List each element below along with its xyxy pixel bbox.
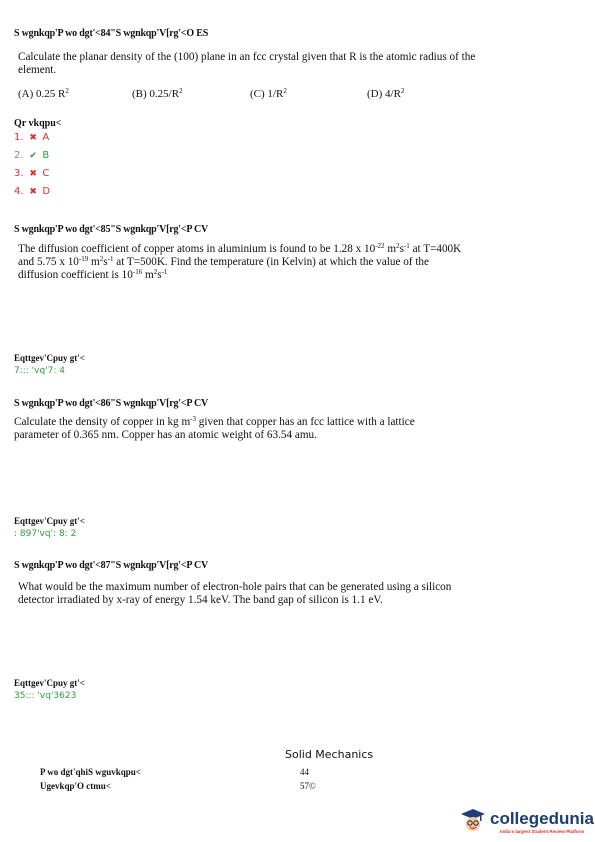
option-letter: C xyxy=(42,168,50,179)
correct-answer-value: 7::: 'vq'7: 4 xyxy=(14,366,66,376)
question-86-text xyxy=(14,416,514,442)
option-letter: D xyxy=(42,186,51,197)
option-b: (B) $0.25/R^2$ xyxy=(132,87,183,100)
red-x-icon: ✖ xyxy=(29,133,37,143)
question-85-line-2: and 5.75 x $10^{-19}$ $m^2s^{-1}$ at T=500K. Find the temperature (in Kelvin) at which the value of the xyxy=(18,255,429,268)
option-row-1 xyxy=(14,132,49,143)
option-a: (A) 0.25 $R^2$ xyxy=(18,87,69,100)
option-number: 4. xyxy=(14,186,24,197)
options-label: Qr vkqpu< xyxy=(14,118,62,129)
option-row-4 xyxy=(14,186,50,197)
correct-answer-label: Eqttgev'Cpuy gt'< xyxy=(14,353,85,363)
option-letter: A xyxy=(42,132,50,143)
brand-tagline: India's largest Student Review Platform xyxy=(500,829,585,834)
question-86-line-2: parameter of 0.365 nm. Copper has an atomic weight of 63.54 amu. xyxy=(14,429,317,441)
graduate-mascot-icon xyxy=(460,807,486,833)
green-check-icon: ✔ xyxy=(29,151,37,161)
option-letter: B xyxy=(42,150,50,161)
red-x-icon: ✖ xyxy=(29,169,37,179)
question-84-text: Calculate the planar density of the (100) plane in an fcc crystal given that R is the atomic radius of the element. xyxy=(18,51,476,76)
option-row-3 xyxy=(14,168,49,179)
option-c: (C) $1/R^2$ xyxy=(250,87,287,100)
option-d: (D) $4/R^2$ xyxy=(367,87,405,100)
brand-name: collegedunia xyxy=(490,809,594,828)
option-number: 3. xyxy=(14,168,24,179)
question-85-text xyxy=(18,243,518,282)
question-87-line-1: What would be the maximum number of electron-hole pairs that can be generated using a silicon xyxy=(18,581,452,593)
question-count-value: 44 xyxy=(300,767,309,777)
question-87-header: S wgnkqp'P wo dgt'<87"S wgnkqp'V[rg'<P CV xyxy=(14,560,209,571)
question-85-line-3: diffusion coefficient is $10^{-16}$ $m^2s^{-1}$ xyxy=(18,268,168,281)
red-x-icon: ✖ xyxy=(29,187,37,197)
collegedunia-logo xyxy=(458,805,593,837)
option-number: 2. xyxy=(14,150,24,161)
question-87-line-2: detector irradiated by x-ray of energy 1.54 keV. The band gap of silicon is 1.1 eV. xyxy=(18,594,383,606)
question-count-label: P wo dgt'qhiS wguvkqpu< xyxy=(40,767,141,777)
question-85-header: S wgnkqp'P wo dgt'<85"S wgnkqp'V[rg'<P CV xyxy=(14,224,209,235)
correct-answer-label: Eqttgev'Cpuy gt'< xyxy=(14,516,85,526)
correct-answer-value: 35::: 'vq'3623 xyxy=(14,691,77,701)
section-marks-label: Ugevkqp'O ctmu< xyxy=(40,781,111,791)
correct-answer-value: : 897'vq': 8: 2 xyxy=(14,529,77,539)
section-title: Solid Mechanics xyxy=(285,748,374,761)
question-85-line-1: The diffusion coefficient of copper atoms in aluminium is found to be 1.28 x $10^{-22}$ $m^2s^{-1}$ at T=400K xyxy=(18,242,462,255)
question-87-text xyxy=(18,581,518,607)
question-86-header: S wgnkqp'P wo dgt'<86"S wgnkqp'V[rg'<P CV xyxy=(14,398,209,409)
section-marks-value: 57© xyxy=(300,781,316,791)
option-row-2 xyxy=(14,150,49,161)
option-number: 1. xyxy=(14,132,24,143)
question-84-header: S wgnkqp'P wo dgt'<84"S wgnkqp'V[rg'<O ES xyxy=(14,28,209,39)
correct-answer-label: Eqttgev'Cpuy gt'< xyxy=(14,678,85,688)
question-86-line-1: Calculate the density of copper in kg $m^{-3}$ given that copper has an fcc lattice with a lattice xyxy=(14,415,415,428)
